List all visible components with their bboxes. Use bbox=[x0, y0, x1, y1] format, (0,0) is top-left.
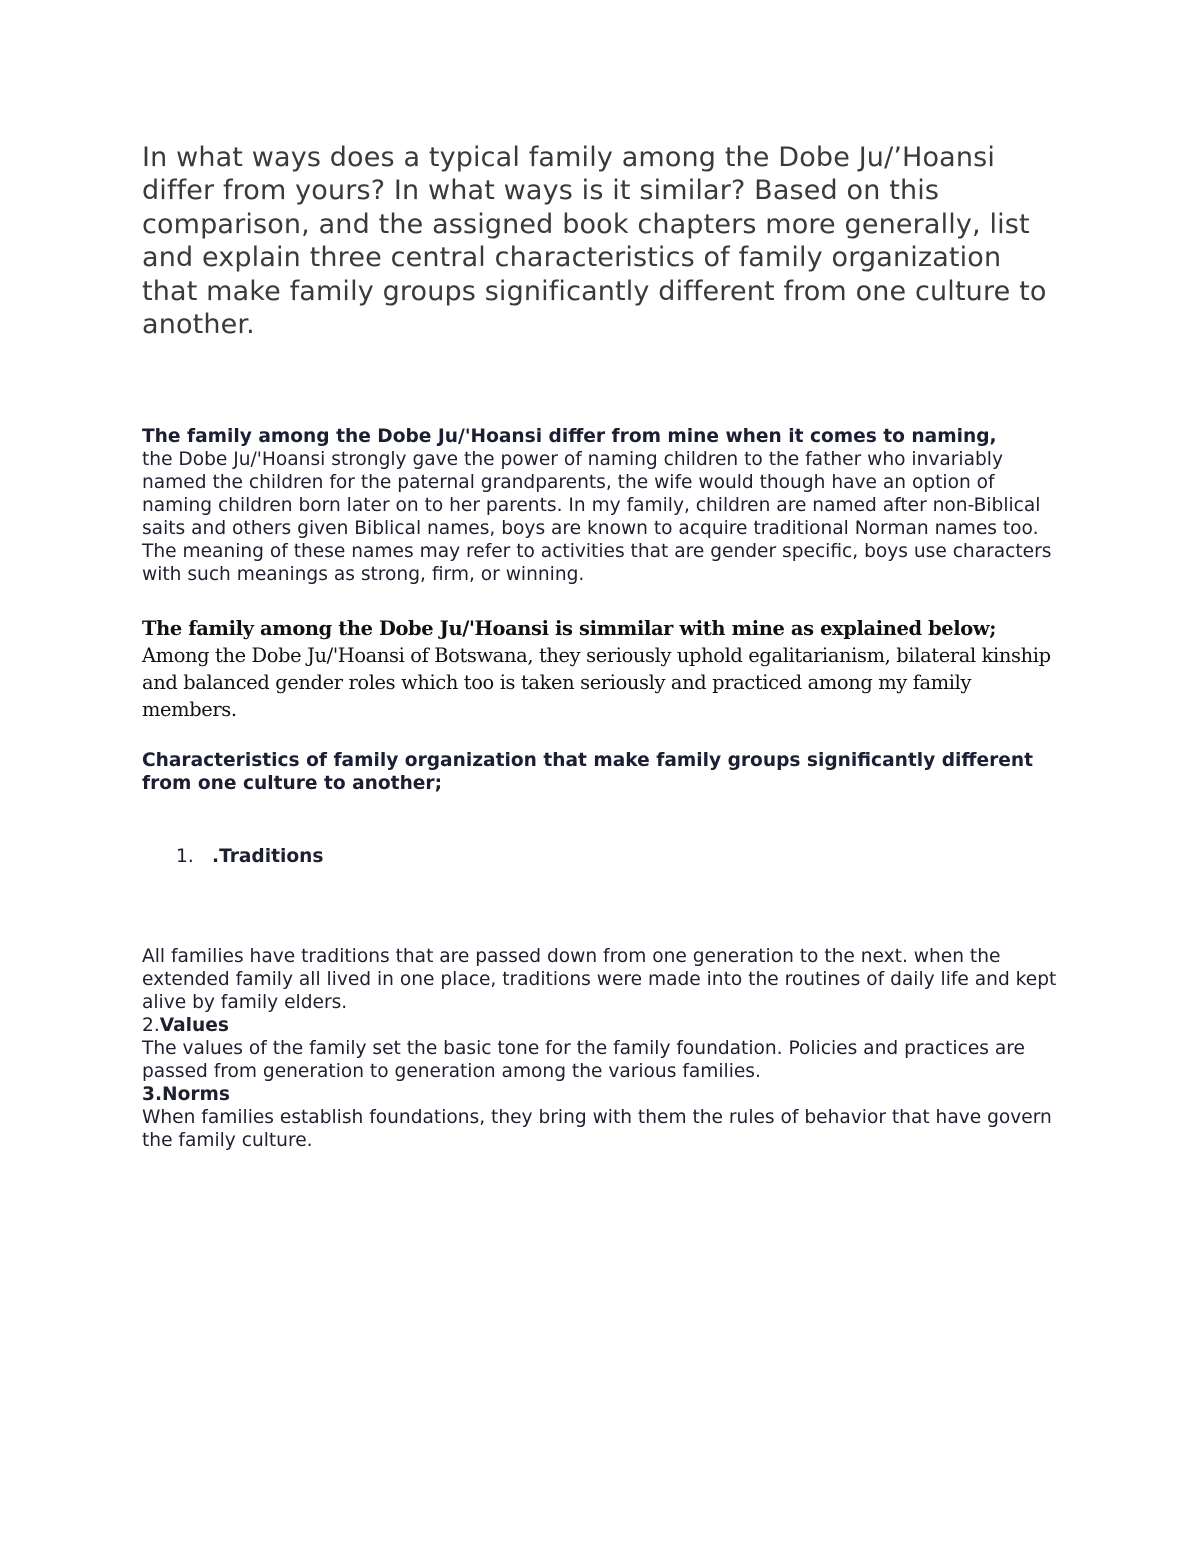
norms-label: Norms bbox=[162, 1084, 230, 1105]
values-body: The values of the family set the basic tone for the family foundation. Policies and practices are passed from generation to generation among the various families. bbox=[142, 1038, 1025, 1082]
characteristics-heading-text: Characteristics of family organization that make family groups significantly different from one culture to another; bbox=[142, 750, 1033, 794]
list-item-traditions bbox=[176, 845, 323, 868]
section-differences-body: the Dobe Ju/'Hoansi strongly gave the power of naming children to the father who invariably named the children for the paternal grandparents, the wife would though have an option of naming children born later on to her parents. In my family, children are named after non-Biblical saits and others given Biblical names, boys are known to acquire traditional Norman names too. The meaning of these names may refer to activities that are gender specific, boys use characters with such meanings as strong, firm, or winning. bbox=[142, 449, 1052, 585]
norms-number: 3. bbox=[142, 1084, 163, 1105]
values-heading bbox=[142, 1014, 1062, 1037]
norms-body: When families establish foundations, they bring with them the rules of behavior that have govern the family culture. bbox=[142, 1107, 1052, 1151]
question-text: In what ways does a typical family among the Dobe Ju/’Hoansi differ from yours? In what ways is it similar? Based on this comparison, and the assigned book chapters more generally, list and explain three central characteristics of family organization that make family groups significantly different from one culture to another. bbox=[142, 142, 1047, 341]
section-similarities-text bbox=[142, 615, 1062, 723]
section-similarities-heading: The family among the Dobe Ju/'Hoansi is simmilar with mine as explained below; bbox=[142, 617, 997, 640]
norms-heading bbox=[142, 1083, 1062, 1106]
section-differences bbox=[142, 425, 1062, 586]
section-similarities-body: Among the Dobe Ju/'Hoansi of Botswana, they seriously uphold egalitarianism, bilateral kinship and balanced gender roles which too is taken seriously and practiced among my family members. bbox=[142, 644, 1051, 721]
characteristics-details bbox=[142, 945, 1062, 1152]
list-item-label: .Traditions bbox=[212, 846, 324, 867]
values-number: 2. bbox=[142, 1015, 160, 1036]
section-similarities bbox=[142, 615, 1062, 723]
traditions-body: All families have traditions that are passed down from one generation to the next. when the extended family all lived in one place, traditions were made into the routines of daily life and kept alive by family elders. bbox=[142, 946, 1057, 1013]
list-item-number: 1. bbox=[176, 846, 194, 867]
section-differences-heading: The family among the Dobe Ju/'Hoansi differ from mine when it comes to naming, bbox=[142, 426, 997, 447]
question-prompt bbox=[142, 141, 1062, 341]
section-differences-text bbox=[142, 425, 1062, 586]
values-label: Values bbox=[159, 1015, 229, 1036]
section-characteristics-heading bbox=[142, 749, 1062, 795]
